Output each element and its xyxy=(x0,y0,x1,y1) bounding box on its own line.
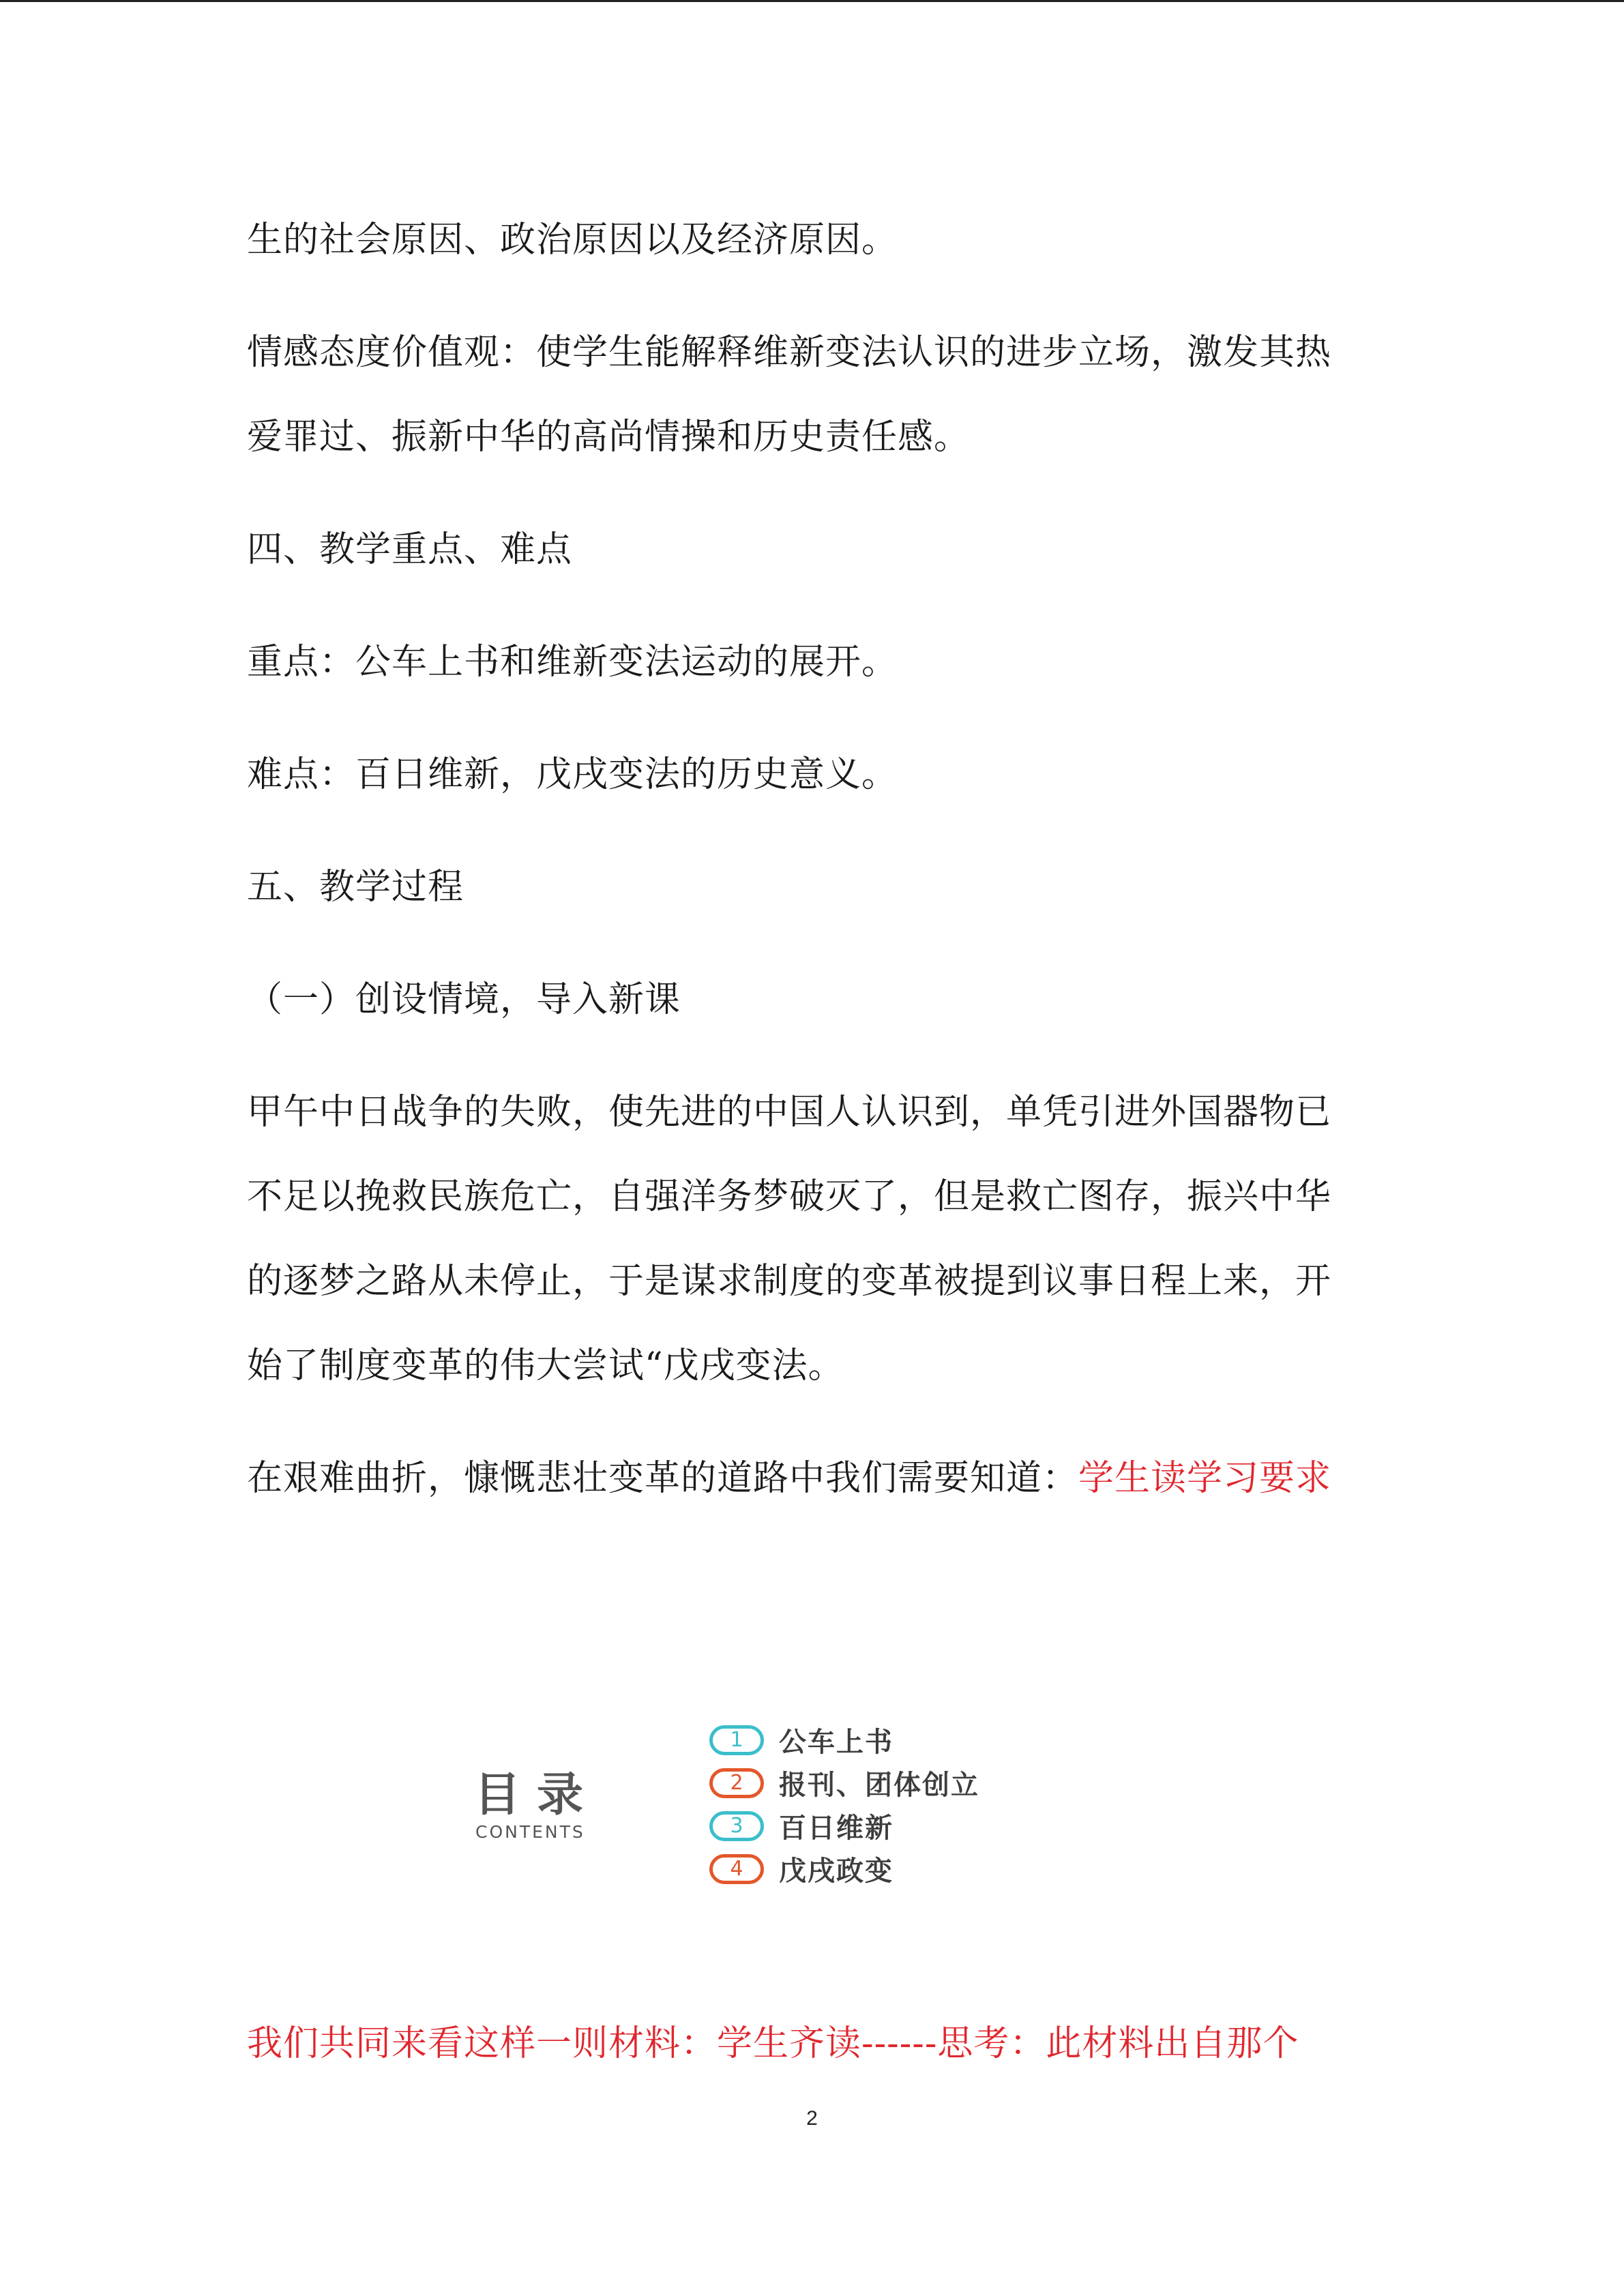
number-badge-icon: 1 xyxy=(709,1725,764,1755)
contents-item xyxy=(709,1847,1091,1890)
contents-graphic xyxy=(474,1718,1088,1896)
contents-item-label: 百日维新 xyxy=(779,1813,894,1844)
number-badge-icon: 4 xyxy=(709,1854,764,1884)
contents-list xyxy=(709,1718,1091,1890)
page-top-border xyxy=(0,0,1624,2)
heading-key-points: 四、教学重点、难点 xyxy=(247,529,573,570)
heading-teaching-process: 五、教学过程 xyxy=(247,867,464,908)
contents-subtitle: CONTENTS xyxy=(475,1822,585,1842)
page-number: 2 xyxy=(806,2107,818,2130)
number-badge-icon: 3 xyxy=(709,1811,764,1841)
contents-item xyxy=(709,1761,1091,1804)
contents-item-label: 报刊、团体创立 xyxy=(779,1770,979,1801)
study-requirement-highlight: 学生读学习要求 xyxy=(1078,1458,1332,1499)
contents-item xyxy=(709,1804,1091,1847)
number-badge-icon: 2 xyxy=(709,1768,764,1798)
paragraph-material-reading: 我们共同来看这样一则材料：学生齐读------思考：此材料出自那个 xyxy=(247,2023,1299,2064)
heading-introduction: （一）创设情境，导入新课 xyxy=(247,979,681,1020)
paragraph-causes-continuation: 生的社会原因、政治原因以及经济原因。 xyxy=(247,220,898,260)
contents-item xyxy=(709,1718,1091,1761)
paragraph-intro-narrative: 甲午中日战争的失败，使先进的中国人认识到，单凭引进外国器物已不足以挽救民族危亡，自强洋务梦破灭了，但是救亡图存，振兴中华的逐梦之路从未停止，于是谋求制度的变革被提到议事日程上来，开始了制度变革的伟大尝试“戊戌变法。 xyxy=(247,1092,1332,1386)
paragraph-study-requirement xyxy=(247,1436,1364,1521)
paragraph-values-objective: 情感态度价值观：使学生能解释维新变法认识的进步立场，激发其热爱罪过、振新中华的高尚情操和历史责任感。 xyxy=(247,332,1332,458)
contents-item-label: 公车上书 xyxy=(779,1727,894,1758)
document-body xyxy=(247,198,1364,1549)
contents-title: 目录 xyxy=(474,1768,600,1822)
study-requirement-text: 在艰难曲折，慷慨悲壮变革的道路中我们需要知道： xyxy=(247,1458,1079,1499)
paragraph-key-point: 重点：公车上书和维新变法运动的展开。 xyxy=(247,642,898,683)
contents-item-label: 戊戌政变 xyxy=(779,1855,894,1887)
paragraph-difficult-point: 难点：百日维新，戊戌变法的历史意义。 xyxy=(247,754,898,795)
